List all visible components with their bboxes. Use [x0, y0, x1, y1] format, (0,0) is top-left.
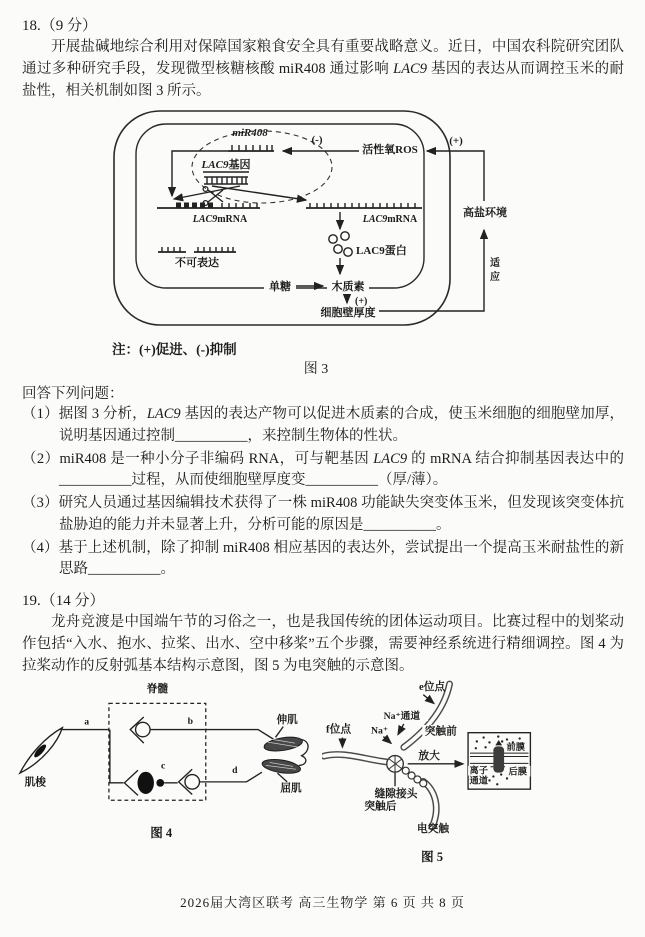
- label-site-f: f位点: [326, 723, 352, 736]
- label-muscle-spindle: 肌梭: [24, 777, 46, 789]
- label-not-expressed: 不可表达: [175, 257, 219, 270]
- label-b: b: [187, 715, 193, 727]
- label-extensor: 伸肌: [276, 714, 298, 726]
- label-adapt-char1: 适: [490, 258, 500, 270]
- label-mrna-left: LAC9mRNA: [192, 214, 248, 226]
- lac9-gene-dna-icon: [203, 172, 249, 184]
- lac9-protein-icon: [329, 232, 352, 256]
- label-lac9-gene: LAC9基因: [201, 159, 251, 172]
- q19-number: 19.（14 分）: [22, 593, 105, 610]
- figure-5-caption: 图 5: [420, 850, 444, 865]
- label-lignin: 木质素: [331, 281, 365, 294]
- label-lac9-protein: LAC9蛋白: [356, 245, 407, 258]
- q18-intro-seg2: 基因的表达从而调控玉米的耐盐性，相关机制如图 3 所示。: [22, 61, 624, 100]
- figure-3-diagram: [110, 105, 522, 337]
- ion-flow-arrowhead: [495, 740, 502, 745]
- figure-4-caption: 图 4: [150, 826, 173, 841]
- figure-3-note: 注：(+)促进、(-)抑制: [112, 342, 237, 358]
- figure-5-diagram: [322, 679, 619, 874]
- sensory-neuron-icon: [130, 717, 150, 743]
- figure-4-diagram: [14, 679, 322, 846]
- q18-intro-seg1: 开展盐碱地综合利用对保障国家粮食安全具有重要战略意义。近日，中国农科院研究团队通过多种研究手段，发现微型核糖核酸 miR408 通过影响: [22, 39, 624, 78]
- label-ion-channel-line2: 通道: [469, 776, 489, 787]
- label-cell-wall-thickness: 细胞壁厚度: [320, 307, 376, 320]
- item-number: （1）: [22, 406, 59, 423]
- reflex-arc-nerve-paths: [60, 730, 273, 783]
- flexor-muscle-icon: [261, 757, 301, 775]
- mrna-right-strand-icon: [306, 203, 422, 208]
- label-pre-membrane: 前膜: [506, 743, 526, 754]
- q18-intro-gene-italic: LAC9: [393, 61, 427, 78]
- label-monosaccharide: 单糖: [269, 281, 291, 294]
- label-adapt-char2: 应: [490, 272, 500, 284]
- motor-neuron-icon: [179, 769, 200, 794]
- item-number: （2）: [22, 450, 60, 467]
- item-number: （4）: [22, 539, 59, 556]
- label-electrical-synapse: 电突触: [416, 823, 450, 836]
- label-a: a: [84, 716, 90, 728]
- item-number: （3）: [22, 495, 59, 512]
- label-site-e: e位点: [418, 681, 446, 694]
- ion-channel-protein-icon: [493, 747, 504, 773]
- label-flexor: 屈肌: [280, 783, 302, 795]
- figure-3-caption: 图 3: [303, 362, 329, 378]
- label-mrna-right: LAC9mRNA: [362, 214, 418, 226]
- label-d: d: [232, 765, 238, 777]
- q18-item-4: （4）基于上述机制，除了抑制 miR408 相应基因的表达外，尝试提出一个提高玉米耐盐性的新思路__________。: [22, 539, 624, 578]
- label-post-membrane: 后膜: [508, 767, 527, 778]
- label-promote-bottom-sign: (+): [355, 296, 368, 308]
- page-footer: 2026届大湾区联考 高三生物学 第 6 页 共 8 页: [180, 895, 465, 910]
- mir408-strand-icon: [228, 145, 274, 151]
- label-spinal-cord: 脊髓: [146, 683, 168, 695]
- q18-answer-prompt: 回答下列问题：: [22, 386, 124, 403]
- label-na-ion: Na⁺: [370, 725, 388, 737]
- q18-item-3: （3）研究人员通过基因编辑技术获得了一株 miR408 功能缺失突变体玉米，但发现该突变体抗盐胁迫的能力并未显著上升，分析可能的原因是__________。: [22, 495, 624, 533]
- label-ion-channel-line1: 离子: [469, 766, 489, 777]
- flexor-leader-line: [277, 773, 287, 782]
- label-presynaptic: 突触前: [424, 725, 457, 738]
- label-na-channel: Na⁺通道: [383, 711, 421, 723]
- label-magnify: 放大: [418, 750, 440, 763]
- q18-item-2: （2）miR408 是一种小分子非编码 RNA，可与靶基因 LAC9 的 mRNA 结合抑制基因表达中的__________过程，从而使细胞壁厚度变__________（厚/薄）。: [22, 450, 625, 489]
- label-gap-junction: 缝隙接头: [374, 788, 418, 801]
- magnified-inset-box: [468, 733, 530, 789]
- label-promote-top-sign: (+): [449, 135, 463, 148]
- degraded-strand-icons: [158, 247, 236, 252]
- label-high-salt-env: 高盐环境: [463, 207, 507, 220]
- interneuron-icon: [124, 770, 164, 795]
- label-postsynaptic: 突触后: [364, 800, 397, 813]
- label-c: c: [161, 760, 166, 772]
- label-inhibit-sign: (-): [311, 134, 323, 147]
- q18-number: 18.（9 分）: [22, 18, 98, 34]
- label-ros: 活性氧ROS: [362, 144, 418, 157]
- muscle-spindle-icon: [20, 728, 63, 774]
- figure-3: [110, 105, 522, 378]
- q18-item-1: （1）据图 3 分析，LAC9 基因的表达产物可以促进木质素的合成，使玉米细胞的细胞壁加厚，说明基因通过控制__________，来控制生物体的性状。: [22, 406, 625, 444]
- label-mir408: miR408: [232, 127, 268, 140]
- figures-4-5-row: [14, 679, 635, 874]
- q19-intro: 龙舟竞渡是中国端午节的习俗之一，也是我国传统的团体运动项目。比赛过程中的划桨动作包括“入水、抱水、拉桨、出水、空中移桨”五个步骤，需要神经系统进行精细调控。图 4 为拉桨动作的反射弧基本结构示意图，图 5 为电突触的示意图。: [22, 614, 624, 675]
- q18-intro: [22, 36, 624, 102]
- extensor-leader-line: [276, 727, 284, 738]
